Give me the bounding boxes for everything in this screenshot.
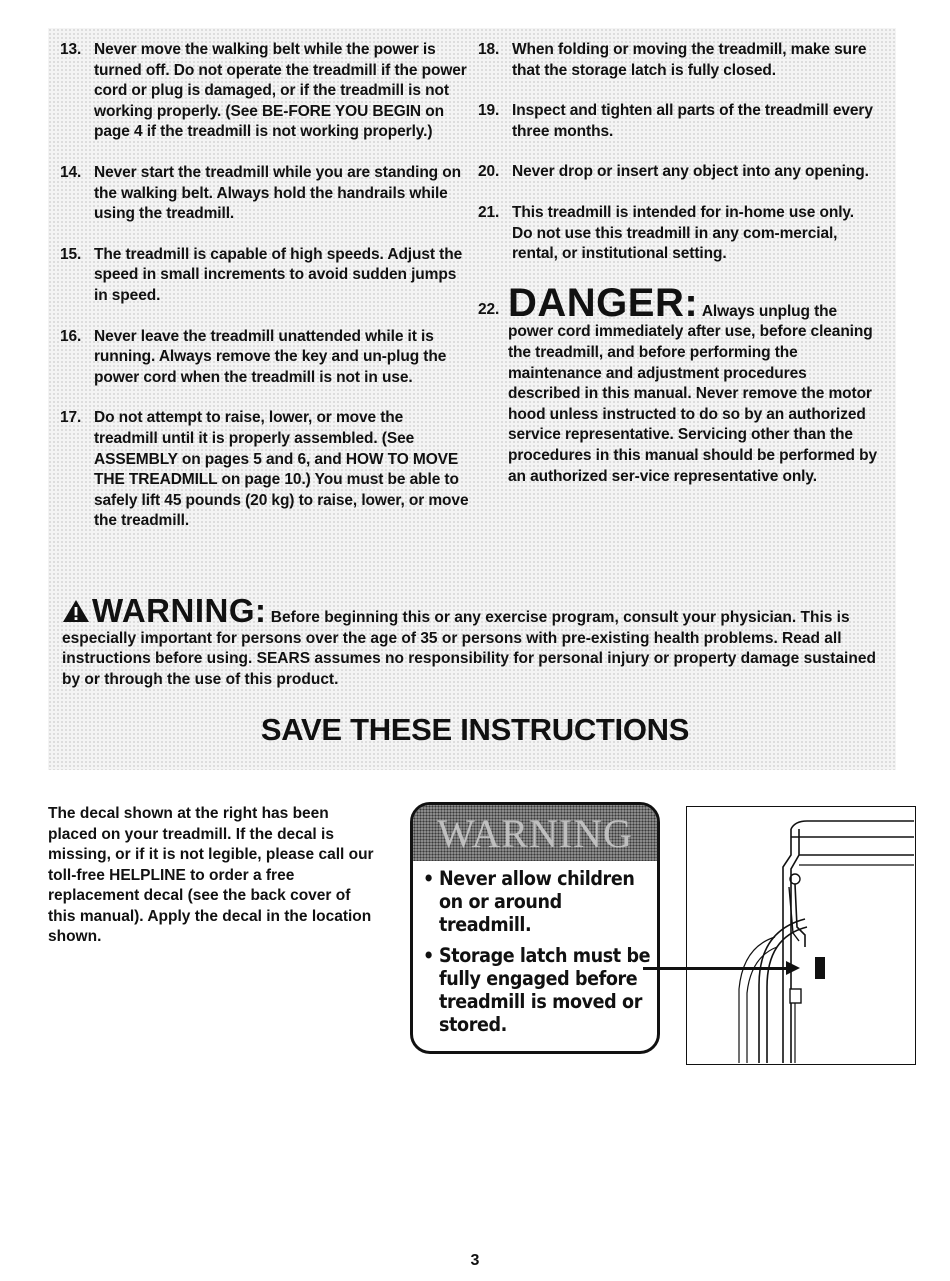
item-number: 18. [478,41,500,58]
item-number: 19. [478,102,500,120]
danger-paragraph [508,280,878,487]
decal-bullet: • Never allow children on or around treadmill. [423,867,655,936]
item-number: 22. [478,300,500,318]
danger-text: Always unplug the power cord immediately after use, before cleaning the treadmill, and before performing the maintenance and adjustment procedures described in this manual. Never remove the motor hood unless instructed to do so by an authorized service representative. Servicing other than the procedures in this manual should be performed by an authorized ser-vice representative only. [508,302,877,485]
item-number: 14. [60,163,82,181]
safety-item-13 [60,40,470,143]
warning-text: Before beginning this or any exercise program, consult your physician. This is especially important for persons over the age of 35 or persons with pre-existing health problems. Read all instructions before using. SEARS assumes no responsibility for personal injury or property damage sustained by or through the use of this product. [62,609,876,688]
safety-item-15 [60,245,470,307]
decal-bullet-text: Storage latch must be fully engaged before treadmill is moved or stored. [439,944,651,1036]
item-text: The treadmill is capable of high speeds. Adjust the speed in small increments to avoid sudden jumps in speed. [94,245,463,304]
item-text: When folding or moving the treadmill, make sure that the storage latch is fully closed. [512,41,867,79]
warning-paragraph [62,592,896,690]
safety-item-18 [478,40,878,81]
decal-note: The decal shown at the right has been placed on your treadmill. If the decal is missing, or if it is not legible, please call our toll-free HELPLINE to order a free replacement decal (see the back cover of this manual). Apply the decal in the location shown. [48,805,374,945]
decal-bullet: • Storage latch must be fully engaged before treadmill is moved or stored. [423,944,655,1036]
item-text: This treadmill is intended for in-home use only. Do not use this treadmill in any com-mercial, rental, or institutional setting. [512,203,854,263]
arrow-head [786,961,800,975]
safety-list-right [478,40,878,507]
item-number: 15. [60,245,82,263]
save-instructions-heading: SAVE THESE INSTRUCTIONS [260,712,690,747]
item-number: 16. [60,327,82,345]
safety-item-19 [478,101,878,142]
item-number: 20. [478,163,500,181]
safety-item-21 [478,203,878,265]
item-text: Never drop or insert any object into any opening. [512,163,869,181]
item-text: Never leave the treadmill unattended while it is running. Always remove the key and un-plug the power cord when the treadmill is not in use. [94,327,447,386]
danger-item-22 [478,280,878,487]
item-number: 17. [60,409,82,427]
decal-header-text: WARNING [437,810,633,856]
treadmill-upright-drawing [687,807,914,1063]
safety-item-14 [60,163,470,225]
warning-decal [410,802,660,1054]
page-number: 3 [470,1252,480,1269]
item-number: 13. [60,41,82,58]
safety-list-left [60,40,470,552]
safety-item-20 [478,162,878,183]
decal-body [423,867,655,1044]
item-text: Never move the walking belt while the power is turned off. Do not operate the treadmill if the power cord or plug is damaged, or if the treadmill is not working properly. (See BE-FORE YOU BEGIN on page 4 if the treadmill is not working properly.) [94,41,467,141]
safety-item-17 [60,408,470,532]
decal-bullet-text: Never allow children on or around treadmill. [439,867,635,936]
warning-triangle-icon [62,599,90,623]
decal-location-arrow [643,967,793,970]
item-text: Do not attempt to raise, lower, or move the treadmill until it is properly assembled. (See ASSEMBLY on pages 5 and 6, and HOW TO MOVE THE TREADMILL on page 10.) You must be able to safely lift 45 pounds (20 kg) to raise, lower, or move the treadmill. [94,409,469,530]
warning-label: WARNING: [92,592,267,629]
item-number: 21. [478,203,500,221]
danger-label: DANGER: [508,280,699,325]
safety-item-16 [60,327,470,389]
item-text: Never start the treadmill while you are standing on the walking belt. Always hold the handrails while using the treadmill. [94,163,461,223]
item-text: Inspect and tighten all parts of the treadmill every three months. [512,102,873,140]
decal-location-illustration [686,806,916,1065]
decal-header [413,805,657,861]
